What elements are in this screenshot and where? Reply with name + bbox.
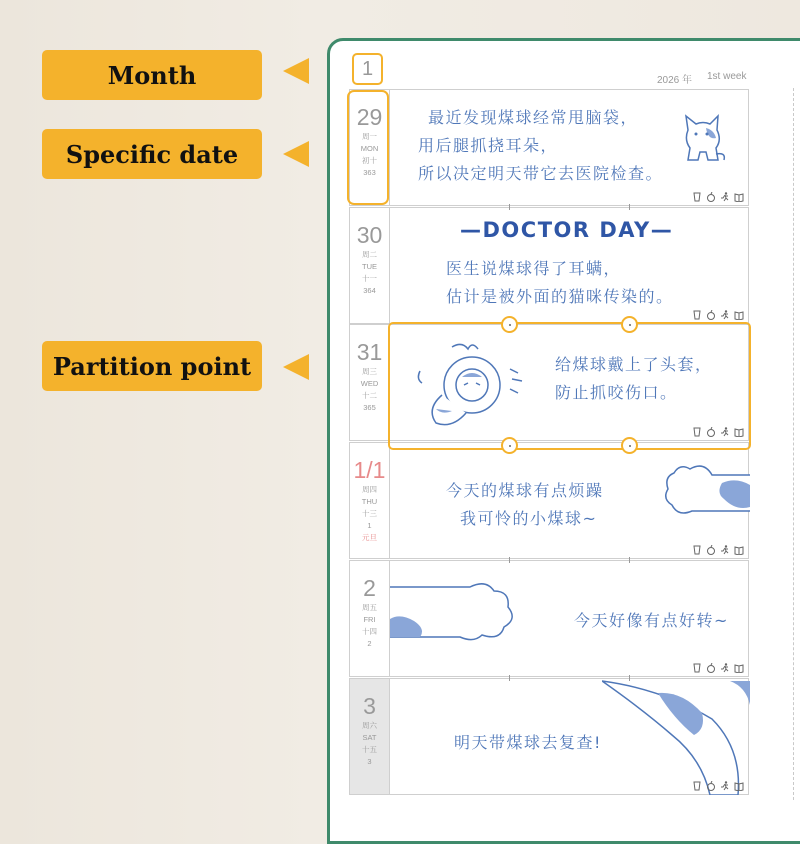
partition-point-marker bbox=[621, 316, 638, 333]
specific-date-highlight bbox=[347, 90, 389, 205]
cat-paw-icon bbox=[390, 579, 520, 649]
cup-icon bbox=[692, 545, 702, 555]
day-number: 30 bbox=[356, 222, 383, 248]
entry-highlight bbox=[388, 322, 751, 450]
lunar-date: 十一 bbox=[362, 274, 377, 283]
weekday-en: THU bbox=[361, 497, 378, 506]
book-icon bbox=[734, 781, 744, 791]
entry-line: 明天带煤球去复查! bbox=[454, 733, 602, 752]
entry-line: 最近发现煤球经常甩脑袋， bbox=[428, 108, 639, 127]
runner-icon bbox=[720, 545, 730, 555]
lunar-date: 十三 bbox=[362, 509, 377, 518]
date-column bbox=[350, 325, 390, 440]
sitting-cat-icon bbox=[678, 108, 728, 164]
month-number: 1 bbox=[352, 53, 383, 85]
week-label: 1st week bbox=[707, 71, 747, 82]
weekday-cn: 周二 bbox=[362, 250, 377, 259]
entry-content bbox=[390, 679, 748, 794]
partition-tick bbox=[629, 557, 630, 563]
cat-body-icon bbox=[602, 679, 750, 795]
entry-line: 防止抓咬伤口。 bbox=[555, 383, 678, 402]
day-of-year: 1 bbox=[367, 521, 372, 530]
entry-line: 今天好像有点好转~ bbox=[574, 611, 729, 630]
runner-icon bbox=[720, 781, 730, 791]
partition-tick bbox=[509, 557, 510, 563]
date-column bbox=[350, 561, 390, 676]
weekday-en: MON bbox=[360, 144, 379, 153]
lunar-date: 十四 bbox=[362, 627, 377, 636]
specific-date-label: Specific date bbox=[42, 129, 262, 179]
partition-point-marker bbox=[501, 316, 518, 333]
date-column bbox=[350, 443, 390, 558]
entry-content bbox=[390, 443, 748, 558]
day-number: 2 bbox=[363, 575, 376, 601]
entry-content bbox=[390, 561, 748, 676]
holiday-label: 元旦 bbox=[362, 533, 377, 542]
partition-point-arrow-icon bbox=[283, 354, 309, 380]
habit-icons bbox=[692, 781, 744, 791]
partition-point-marker bbox=[621, 437, 638, 454]
date-column bbox=[350, 208, 390, 323]
entry-line: 我可怜的小煤球~ bbox=[460, 509, 598, 528]
day-row-3 bbox=[349, 678, 749, 795]
habit-icons bbox=[692, 310, 744, 320]
partition-point-label: Partition point bbox=[42, 341, 262, 391]
book-icon bbox=[734, 310, 744, 320]
book-icon bbox=[734, 663, 744, 673]
month-label: Month bbox=[42, 50, 262, 100]
day-row-30 bbox=[349, 207, 749, 324]
partition-tick bbox=[509, 675, 510, 681]
weekday-cn: 周三 bbox=[362, 367, 377, 376]
partition-point-marker bbox=[501, 437, 518, 454]
lunar-date: 十二 bbox=[362, 391, 377, 400]
day-of-year: 365 bbox=[363, 403, 376, 412]
entry-line: 估计是被外面的猫咪传染的。 bbox=[446, 287, 674, 306]
page-edge bbox=[793, 88, 800, 800]
day-row-2 bbox=[349, 560, 749, 677]
entry-line: 用后腿抓挠耳朵， bbox=[418, 136, 559, 155]
cup-icon bbox=[692, 781, 702, 791]
cup-icon bbox=[692, 310, 702, 320]
weekday-en: TUE bbox=[362, 262, 377, 271]
weekday-en: SAT bbox=[362, 733, 377, 742]
cup-icon bbox=[692, 192, 702, 202]
apple-icon bbox=[706, 310, 716, 320]
day-number: 29 bbox=[356, 104, 383, 130]
weekday-en: WED bbox=[360, 379, 379, 388]
date-column bbox=[350, 679, 390, 794]
cup-icon bbox=[692, 663, 702, 673]
apple-icon bbox=[706, 192, 716, 202]
entry-line: 医生说煤球得了耳螨， bbox=[446, 259, 622, 278]
habit-icons bbox=[692, 545, 744, 555]
apple-icon bbox=[706, 781, 716, 791]
entry-line: 给煤球戴上了头套， bbox=[555, 355, 713, 374]
day-row-29 bbox=[349, 89, 749, 206]
runner-icon bbox=[720, 663, 730, 673]
weekday-cn: 周四 bbox=[362, 485, 377, 494]
weekday-cn: 周六 bbox=[362, 721, 377, 730]
runner-icon bbox=[720, 192, 730, 202]
partition-tick bbox=[509, 204, 510, 210]
lunar-date: 十五 bbox=[362, 745, 377, 754]
weekday-cn: 周五 bbox=[362, 603, 377, 612]
day-of-year: 2 bbox=[367, 639, 372, 648]
cat-paw-icon bbox=[652, 455, 750, 525]
entry-content bbox=[390, 90, 748, 205]
month-arrow-icon bbox=[283, 58, 309, 84]
book-icon bbox=[734, 192, 744, 202]
specific-date-arrow-icon bbox=[283, 141, 309, 167]
day-of-year: 3 bbox=[367, 757, 372, 766]
day-number: 31 bbox=[356, 339, 383, 365]
habit-icons bbox=[692, 192, 744, 202]
day-number: 1/1 bbox=[353, 457, 386, 483]
entry-headline: —DOCTOR DAY— bbox=[460, 218, 674, 242]
day-number: 3 bbox=[363, 693, 376, 719]
partition-tick bbox=[629, 675, 630, 681]
habit-icons bbox=[692, 663, 744, 673]
day-of-year: 363 bbox=[363, 168, 376, 177]
weekday-cn: 周一 bbox=[362, 132, 377, 141]
lunar-date: 初十 bbox=[362, 156, 377, 165]
year-label: 2026 年 bbox=[657, 75, 693, 86]
entry-content bbox=[390, 208, 748, 323]
entry-line: 所以决定明天带它去医院检查。 bbox=[418, 164, 664, 183]
day-row-1-1 bbox=[349, 442, 749, 559]
apple-icon bbox=[706, 545, 716, 555]
entry-line: 今天的煤球有点烦躁 bbox=[446, 481, 604, 500]
weekday-en: FRI bbox=[363, 615, 376, 624]
day-of-year: 364 bbox=[363, 286, 376, 295]
partition-tick bbox=[629, 204, 630, 210]
apple-icon bbox=[706, 663, 716, 673]
runner-icon bbox=[720, 310, 730, 320]
book-icon bbox=[734, 545, 744, 555]
